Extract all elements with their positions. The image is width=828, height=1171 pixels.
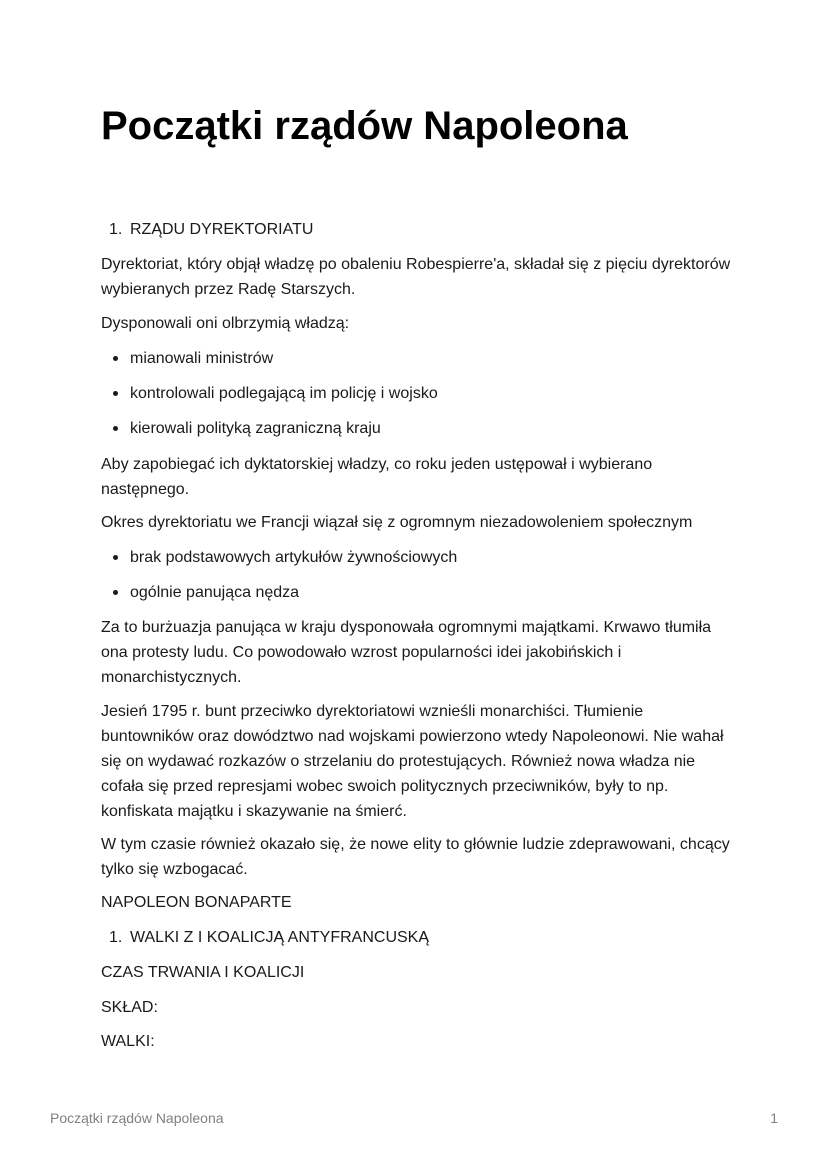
page-title: Początki rządów Napoleona xyxy=(101,104,628,148)
list-item-text: kierowali polityką zagraniczną kraju xyxy=(130,420,381,437)
paragraph: Dyrektoriat, który objął władzę po obaleniu Robespierre'a, składał się z pięciu dyrektorów wybieranych przez Radę Starszych. xyxy=(101,256,731,298)
paragraph: SKŁAD: xyxy=(101,999,158,1016)
list-number: 1. xyxy=(109,221,123,238)
paragraph: Za to burżuazja panująca w kraju dysponowała ogromnymi majątkami. Krwawo tłumiła ona protesty ludu. Co powodowało wzrost popularności idei jakobińskich i monarchistycznych. xyxy=(101,619,712,686)
page-number: 1 xyxy=(770,1110,778,1126)
bullet-icon xyxy=(113,590,118,595)
bullet-icon xyxy=(113,555,118,560)
list-item xyxy=(101,381,733,406)
list-item-text: ogólnie panująca nędza xyxy=(130,584,300,601)
section-heading-dyrektoriat xyxy=(101,217,733,242)
footer-title: Początki rządów Napoleona xyxy=(50,1110,224,1126)
list-item xyxy=(101,416,733,441)
list-item xyxy=(101,580,733,605)
paragraph: Jesień 1795 r. bunt przeciwko dyrektoriatowi wznieśli monarchiści. Tłumienie buntowników oraz dowództwo nad wojskami powierzono wtedy Napoleonowi. Nie wahał się on wydawać rozkazów o strzelaniu do protestujących. Również nowa władza nie cofała się przed represjami wobec swoich politycznych przeciwników, były to np. konfiskata majątku i skazywanie na śmierć. xyxy=(101,703,724,820)
list-item xyxy=(101,346,733,371)
section-heading-text: RZĄDU DYREKTORIATU xyxy=(130,221,314,238)
list-number: 1. xyxy=(109,929,123,946)
list-item-text: kontrolowali podlegającą im policję i wojsko xyxy=(130,385,438,402)
section-heading-text: WALKI Z I KOALICJĄ ANTYFRANCUSKĄ xyxy=(130,929,430,946)
list-item-text: brak podstawowych artykułów żywnościowych xyxy=(130,549,458,566)
paragraph: NAPOLEON BONAPARTE xyxy=(101,894,292,911)
list-item-text: mianowali ministrów xyxy=(130,350,274,367)
paragraph: Aby zapobiegać ich dyktatorskiej władzy, co roku jeden ustępował i wybierano następnego. xyxy=(101,456,653,498)
section-heading-walki xyxy=(101,925,733,950)
bullet-icon xyxy=(113,391,118,396)
paragraph: CZAS TRWANIA I KOALICJI xyxy=(101,964,305,981)
paragraph: WALKI: xyxy=(101,1033,155,1050)
list-item xyxy=(101,545,733,570)
bullet-icon xyxy=(113,426,118,431)
paragraph: Okres dyrektoriatu we Francji wiązał się z ogromnym niezadowoleniem społecznym xyxy=(101,514,693,531)
bullet-icon xyxy=(113,356,118,361)
paragraph: W tym czasie również okazało się, że nowe elity to głównie ludzie zdeprawowani, chcący tylko się wzbogacać. xyxy=(101,836,730,878)
paragraph: Dysponowali oni olbrzymią władzą: xyxy=(101,315,350,332)
document-body xyxy=(101,217,733,1054)
